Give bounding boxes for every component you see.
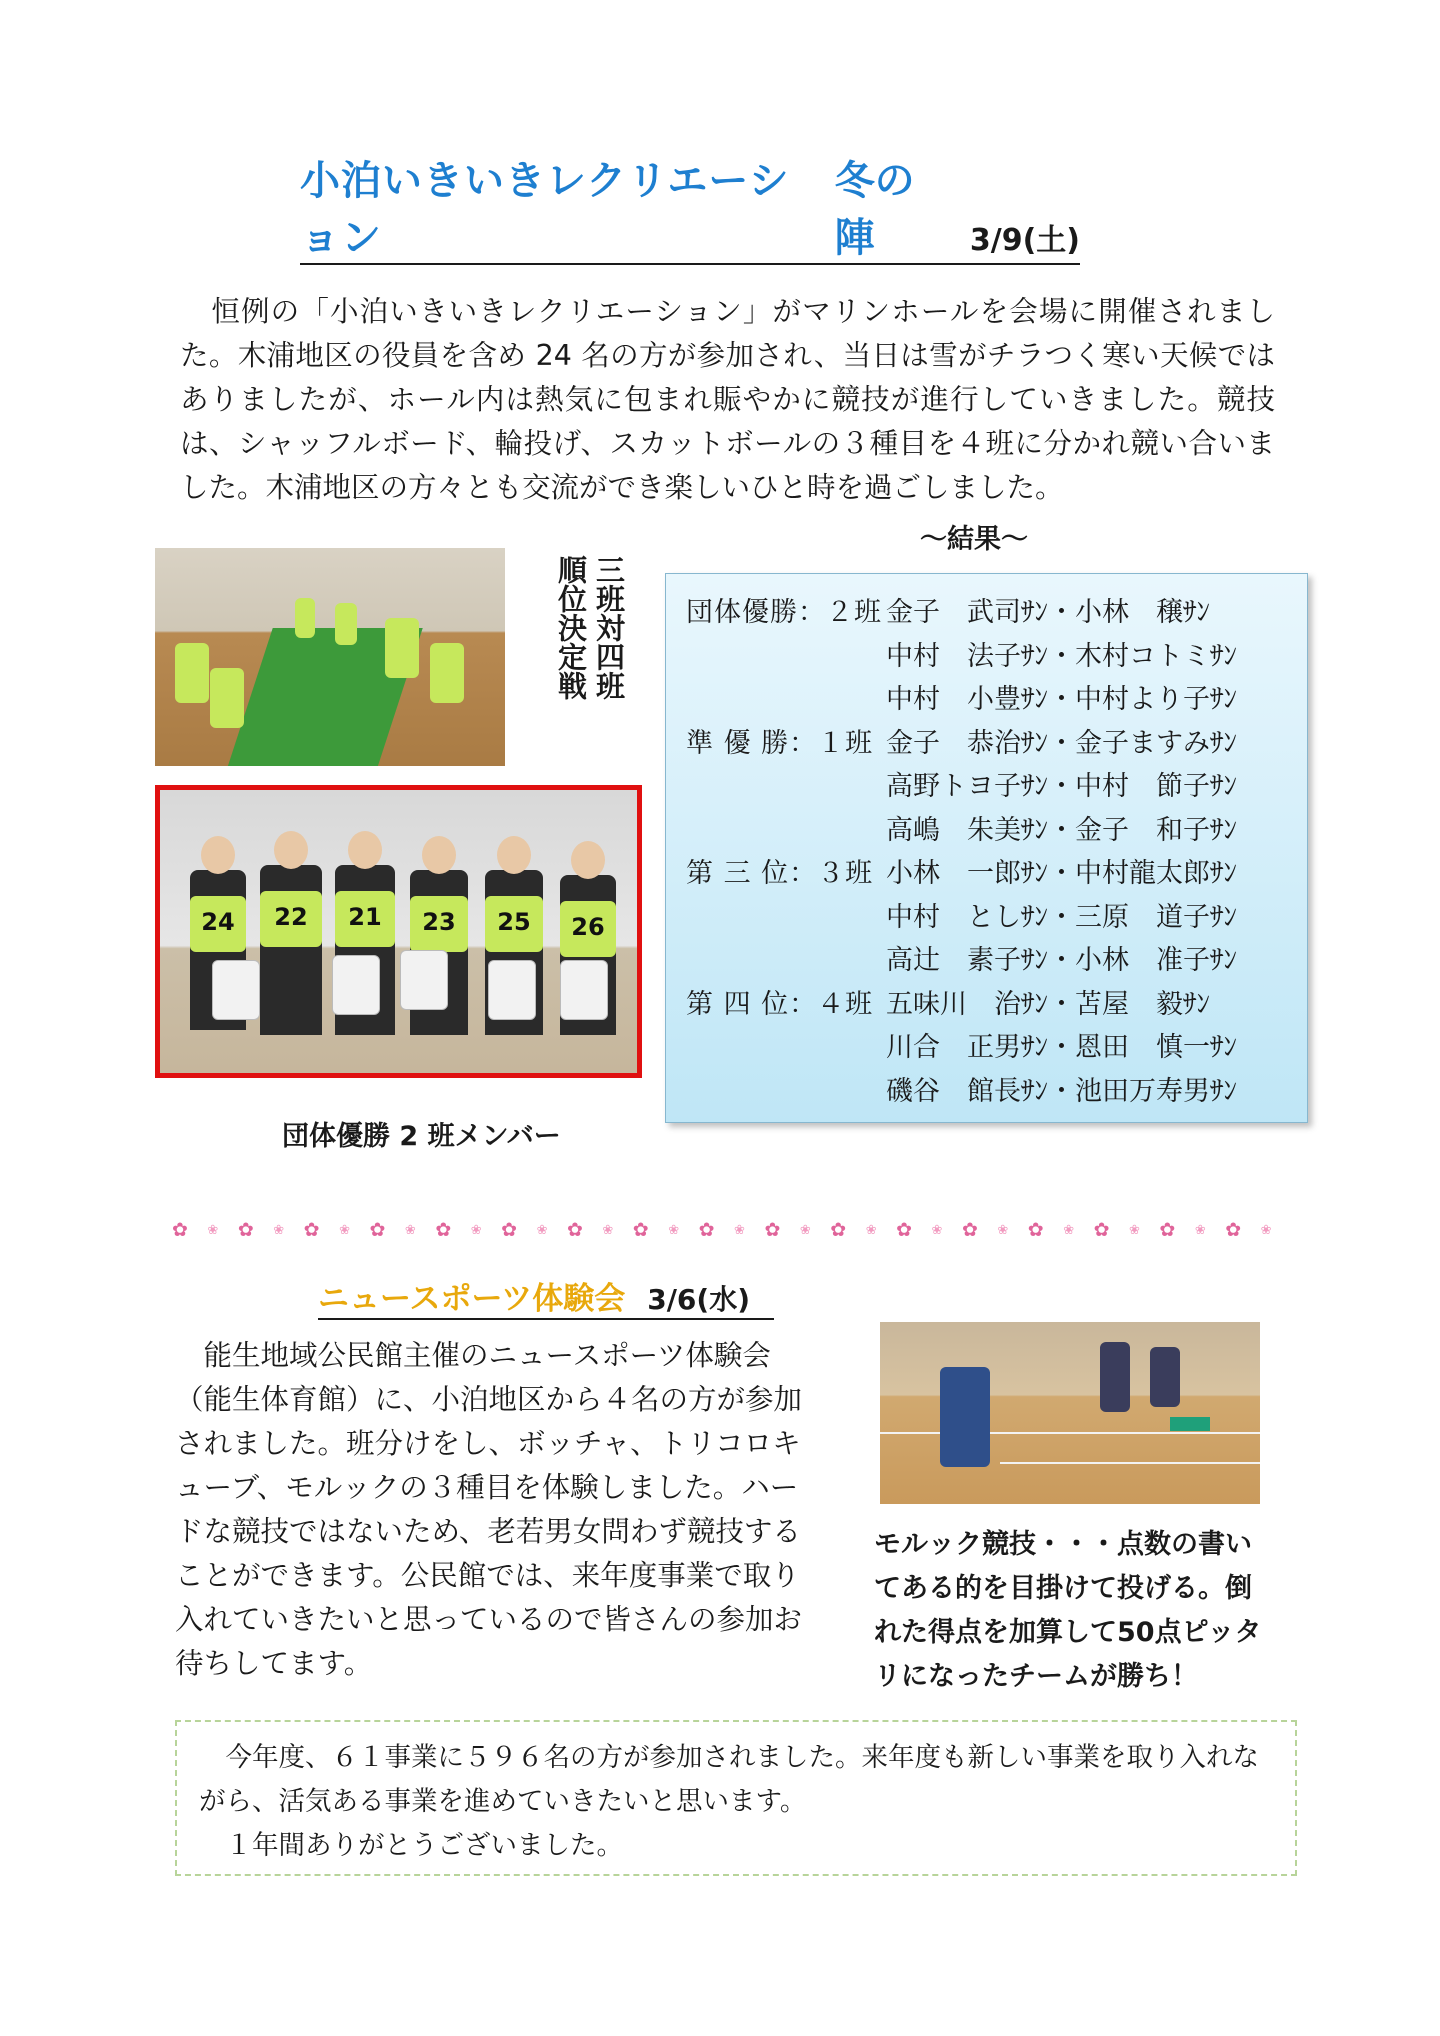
results-heading: ～結果～ [920, 524, 1028, 555]
flower-icon: ✿ [435, 1220, 452, 1240]
member-figure: 26 [560, 875, 616, 1035]
flower-icon: ✿ [698, 1220, 715, 1240]
closing-note [175, 1720, 1297, 1876]
flower-icon: ❀ [799, 1222, 811, 1238]
flower-icon: ❀ [1129, 1222, 1140, 1238]
flower-icon: ✿ [896, 1220, 913, 1240]
shuffleboard-photo [155, 548, 505, 766]
section2-paragraph: 能生地域公民館主催のニュースポーツ体験会（能生体育館）に、小泊地区から４名の方が参加されました。班分けをし、ボッチャ、トリコロキューブ、モルックの３種目を体験しました。ハードな競技ではないため、老若男女問わず競技することができます。公民館では、来年度事業で取り入れていきたいと思っているので皆さんの参加お待ちしてます。 [175, 1339, 803, 1680]
result-names: 川合 正男ｻﾝ・恩田 慎一ｻﾝ [886, 1032, 1237, 1064]
result-row [686, 893, 1307, 937]
result-row [686, 1023, 1307, 1067]
closing-note-line2: １年間ありがとうございました。 [225, 1830, 623, 1861]
flower-divider [172, 1220, 1272, 1240]
flower-icon: ✿ [1093, 1220, 1110, 1240]
flower-icon: ✿ [369, 1220, 386, 1240]
result-row [686, 980, 1307, 1024]
result-row [686, 806, 1307, 850]
member-figure: 21 [335, 865, 395, 1035]
result-names: 高辻 素子ｻﾝ・小林 准子ｻﾝ [886, 945, 1237, 977]
closing-note-line1: 今年度、６１事業に５９６名の方が参加されました。来年度も新しい事業を取り入れながら、活気ある事業を進めていきたいと思います。 [199, 1742, 1259, 1817]
flower-icon: ✿ [764, 1220, 781, 1240]
molkky-photo [880, 1322, 1260, 1504]
flower-icon: ❀ [339, 1222, 350, 1238]
result-names: 磯谷 館長ｻﾝ・池田万寿男ｻﾝ [886, 1075, 1237, 1107]
photo2-caption: 団体優勝 2 班メンバー [282, 1121, 561, 1152]
result-row [686, 1067, 1307, 1111]
result-rank: 団体優勝：２班 [686, 597, 882, 629]
participant-figure [385, 618, 419, 678]
flower-icon: ✿ [632, 1220, 649, 1240]
result-rank: 第 三 位：３班 [686, 858, 874, 890]
result-names: 五味川 治ｻﾝ・苫屋 毅ｻﾝ [886, 988, 1210, 1020]
thrower-figure [940, 1367, 990, 1467]
results-box [665, 573, 1308, 1123]
result-names: 高野トヨ子ｻﾝ・中村 節子ｻﾝ [886, 771, 1237, 803]
participant-figure [210, 668, 244, 728]
flower-icon: ❀ [865, 1222, 877, 1238]
prize-bag [488, 960, 536, 1020]
result-row [686, 719, 1307, 763]
result-row [686, 588, 1307, 632]
result-rank: 準 優 勝：１班 [686, 727, 874, 759]
flower-icon: ✿ [172, 1220, 188, 1240]
participant-figure [175, 643, 209, 703]
section2-title-main: ニュースポーツ体験会 [318, 1281, 626, 1317]
flower-icon: ❀ [668, 1222, 680, 1238]
flower-icon: ✿ [1225, 1220, 1242, 1240]
photo1-caption: 三班対四班順位決定戦 [554, 555, 626, 700]
prize-bag [332, 955, 380, 1015]
result-names: 中村 法子ｻﾝ・木村コトミｻﾝ [886, 640, 1237, 672]
participant-figure [430, 643, 464, 703]
flower-icon: ❀ [1260, 1222, 1272, 1238]
prize-bag [212, 960, 260, 1020]
flower-icon: ✿ [501, 1220, 518, 1240]
flower-icon: ❀ [1194, 1222, 1206, 1238]
flower-icon: ❀ [404, 1222, 416, 1238]
result-row [686, 849, 1307, 893]
result-row [686, 632, 1307, 676]
result-names: 金子 恭治ｻﾝ・金子ますみｻﾝ [886, 727, 1237, 759]
flower-icon: ❀ [207, 1222, 219, 1238]
court-line [880, 1432, 1260, 1434]
flower-icon: ✿ [237, 1220, 254, 1240]
member-figure: 22 [260, 865, 322, 1035]
result-row [686, 936, 1307, 980]
participant-figure [295, 598, 315, 638]
member-figure: 23 [410, 870, 468, 1035]
section2-date: 3/6(水) [647, 1283, 751, 1316]
flower-icon: ✿ [566, 1220, 583, 1240]
spectator-figure [1100, 1342, 1130, 1412]
section1-title-sub: 冬の陣 [834, 158, 915, 261]
result-names: 高嶋 朱美ｻﾝ・金子 和子ｻﾝ [886, 814, 1237, 846]
result-row [686, 762, 1307, 806]
flower-icon: ❀ [273, 1222, 285, 1238]
section1-paragraph: 恒例の「小泊いきいきレクリエーション」がマリンホールを会場に開催されました。木浦地区の役員を含め 24 名の方が参加され、当日は雪がチラつく寒い天候ではありましたが、ホール内は熱気に包まれ賑やかに競技が進行していきました。競技は、シャッフルボード、輪投げ、スカットボールの３種目を４班に分かれ競い合いました。木浦地区の方々とも交流ができ楽しいひと時を過ごしました。 [180, 295, 1275, 504]
flower-icon: ❀ [1063, 1222, 1075, 1238]
member-figure: 25 [485, 870, 543, 1035]
flower-icon: ✿ [303, 1220, 320, 1240]
section1-date: 3/9(土) [969, 223, 1080, 258]
flower-icon: ✿ [1159, 1220, 1176, 1240]
member-figure: 24 [190, 870, 246, 1030]
result-names: 小林 一郎ｻﾝ・中村龍太郎ｻﾝ [886, 858, 1237, 890]
molkky-pins [1170, 1417, 1210, 1431]
section1-title-main: 小泊いきいきレクリエーション [300, 158, 790, 261]
participant-figure [335, 603, 357, 645]
team-photo [155, 785, 642, 1078]
result-row [686, 675, 1307, 719]
court-line [1000, 1462, 1260, 1464]
result-names: 中村 としｻﾝ・三原 道子ｻﾝ [886, 901, 1237, 933]
prize-bag [400, 950, 448, 1010]
section2-title [318, 1278, 774, 1320]
spectator-figure [1150, 1347, 1180, 1407]
flower-icon: ❀ [536, 1222, 548, 1238]
flower-icon: ✿ [1027, 1220, 1044, 1240]
section1-title [300, 158, 1080, 265]
prize-bag [560, 960, 608, 1020]
flower-icon: ✿ [961, 1220, 978, 1240]
flower-icon: ❀ [931, 1222, 943, 1238]
result-rank: 第 四 位：４班 [686, 988, 874, 1020]
result-names: 金子 武司ｻﾝ・小林 穣ｻﾝ [886, 597, 1210, 629]
flower-icon: ❀ [602, 1222, 614, 1238]
flower-icon: ✿ [830, 1220, 847, 1240]
flower-icon: ❀ [734, 1222, 745, 1238]
result-names: 中村 小豊ｻﾝ・中村より子ｻﾝ [886, 684, 1237, 716]
flower-icon: ❀ [470, 1222, 482, 1238]
flower-icon: ❀ [997, 1222, 1009, 1238]
molkky-caption: モルック競技・・・点数の書いてある的を目掛けて投げる。倒れた得点を加算して50点ピッタリになったチームが勝ち！ [874, 1529, 1262, 1692]
